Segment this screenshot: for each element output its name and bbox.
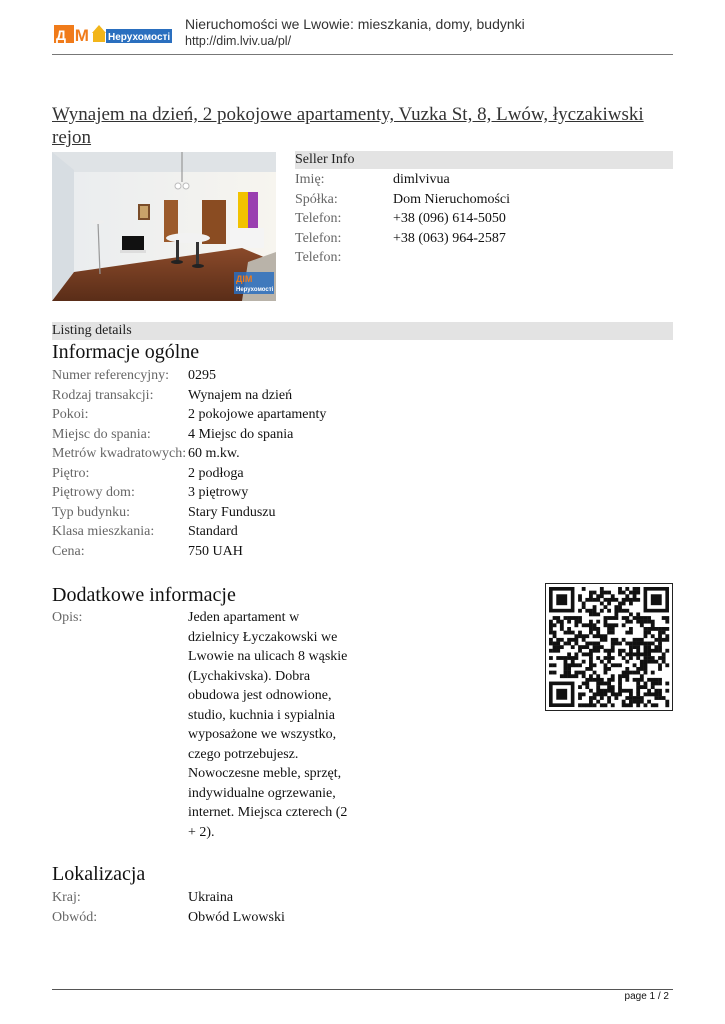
seller-row-phone-2 [295,229,673,249]
listing-details-heading: Listing details [52,322,673,340]
detail-row [52,444,382,464]
detail-value: Stary Funduszu [188,504,276,520]
detail-label: Piętrowy dom: [52,485,135,500]
qr-code [545,583,673,711]
site-logo[interactable] [54,23,172,45]
detail-row [52,464,382,484]
seller-label: Spółka: [295,191,338,207]
detail-label: Numer referencyjny: [52,368,169,383]
seller-name: dimlvivua [393,172,450,187]
detail-value: Wynajem na dzień [188,387,293,403]
location-row [52,908,382,928]
seller-label: Telefon: [295,211,342,226]
detail-label: Cena: [52,543,85,559]
detail-label: Klasa mieszkania: [52,524,155,539]
detail-value: 4 Miejsc do spania [188,426,294,442]
site-url[interactable]: http://dim.lviv.ua/pl/ [185,34,292,48]
detail-value: 750 UAH [188,543,243,559]
footer-divider [52,989,673,990]
location-row [52,888,382,908]
detail-label: Rodzaj transakcji: [52,387,154,403]
detail-label: Piętro: [52,465,90,481]
detail-row [52,522,382,542]
detail-row [52,386,382,406]
seller-row-company [295,190,673,210]
description-text: Jeden apartament w dzielnicy Łyczakowski we Lwowie na ulicach 8 wąskie (Lychakivska). Dobra obudowa jest odnowione, studio, kuchnia i sypialnia wyposażone we wszystko, czego potrzebujesz. Nowoczesne meble, sprzęt, indywidualne ogrzewanie, internet. Miejsca czterech (2 + 2). [188,610,348,840]
general-info-table [52,366,382,561]
seller-label: Telefon: [295,250,342,265]
seller-phone-2[interactable]: +38 (063) 964-2587 [393,230,506,246]
location-table [52,888,382,927]
location-value: Obwód Lwowski [188,909,285,925]
detail-value: Standard [188,524,238,539]
seller-row-phone-3 [295,248,673,268]
page-number: page 1 / 2 [624,991,669,1002]
general-info-title: Informacje ogólne [52,341,200,363]
seller-company: Dom Nieruchomości [393,191,511,207]
apartment-photo[interactable] [52,152,276,301]
seller-phone-1[interactable]: +38 (096) 614-5050 [393,211,506,226]
seller-info-heading: Seller Info [295,151,673,169]
detail-row [52,483,382,503]
location-label: Obwód: [52,909,98,925]
listing-title[interactable]: Wynajem na dzień, 2 pokojowe apartamenty, Vuzka St, 8, Lwów, łyczakiwski rejon [52,104,644,148]
svg-text:ДІМ: ДІМ [236,274,253,284]
svg-text:ІМ: ІМ [70,26,89,45]
seller-info-table [295,170,673,268]
svg-text:Нерухомості: Нерухомості [236,287,274,293]
description-row [52,608,372,842]
detail-value: 2 podłoga [188,465,244,481]
detail-label: Miejsc do spania: [52,426,151,442]
description-block [52,608,372,842]
seller-label: Telefon: [295,230,342,246]
detail-row [52,542,382,562]
location-label: Kraj: [52,890,81,905]
header-divider [52,54,673,55]
detail-row [52,503,382,523]
detail-label: Metrów kwadratowych: [52,446,187,461]
detail-label: Typ budynku: [52,504,130,520]
detail-row [52,425,382,445]
detail-value: 3 piętrowy [188,485,249,500]
detail-row [52,405,382,425]
svg-text:Нерухомості: Нерухомості [108,32,171,43]
seller-row-phone-1 [295,209,673,229]
detail-value: 60 m.kw. [188,446,240,461]
description-label: Opis: [52,610,83,625]
svg-text:Д: Д [56,27,66,43]
location-value: Ukraina [188,890,234,905]
seller-label: Imię: [295,172,325,187]
site-title: Nieruchomości we Lwowie: mieszkania, domy, budynki [185,16,525,32]
detail-value: 0295 [188,368,216,383]
detail-value: 2 pokojowe apartamenty [188,407,327,422]
location-title: Lokalizacja [52,863,146,885]
detail-row [52,366,382,386]
seller-row-name [295,170,673,190]
detail-label: Pokoi: [52,407,89,422]
additional-info-title: Dodatkowe informacje [52,584,236,606]
